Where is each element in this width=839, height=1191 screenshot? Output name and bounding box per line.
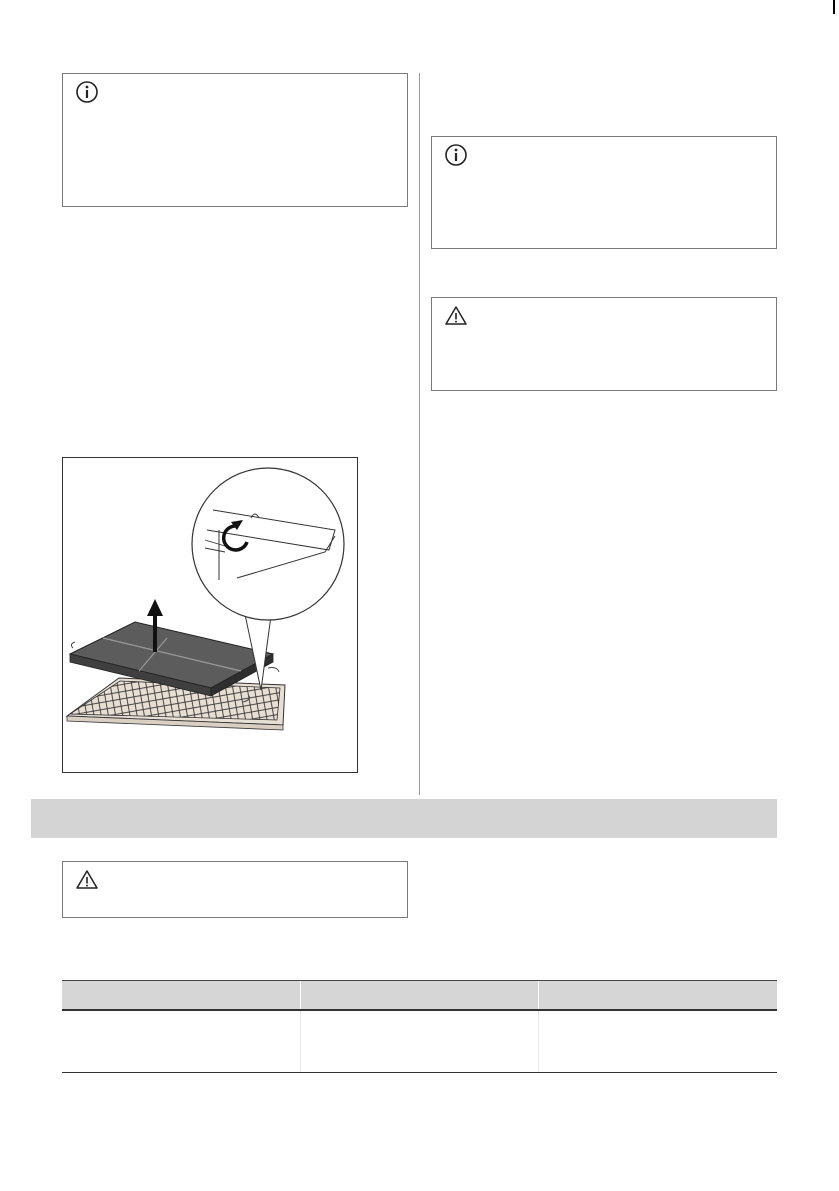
table-row xyxy=(62,1011,777,1073)
filter-removal-figure xyxy=(62,457,358,773)
table-header xyxy=(62,980,777,1011)
warning-box-right xyxy=(431,297,777,391)
table-cell xyxy=(300,1011,539,1072)
table-header-cell xyxy=(62,981,300,1009)
column-divider xyxy=(419,73,420,795)
info-icon xyxy=(75,80,99,104)
warning-icon xyxy=(75,868,99,892)
info-box-right xyxy=(431,136,777,249)
warning-box-section xyxy=(62,861,408,918)
crop-mark xyxy=(833,0,835,14)
warning-icon xyxy=(444,304,468,328)
section-heading-band xyxy=(31,799,777,838)
table-header-cell xyxy=(538,981,777,1009)
troubleshooting-table xyxy=(62,980,777,1073)
detail-magnifier xyxy=(192,468,344,620)
info-icon xyxy=(444,143,468,167)
info-box-left xyxy=(62,73,408,207)
table-cell xyxy=(538,1011,777,1072)
table-header-cell xyxy=(300,981,539,1009)
table-cell xyxy=(62,1011,300,1072)
filter-removal-illustration xyxy=(63,458,358,773)
